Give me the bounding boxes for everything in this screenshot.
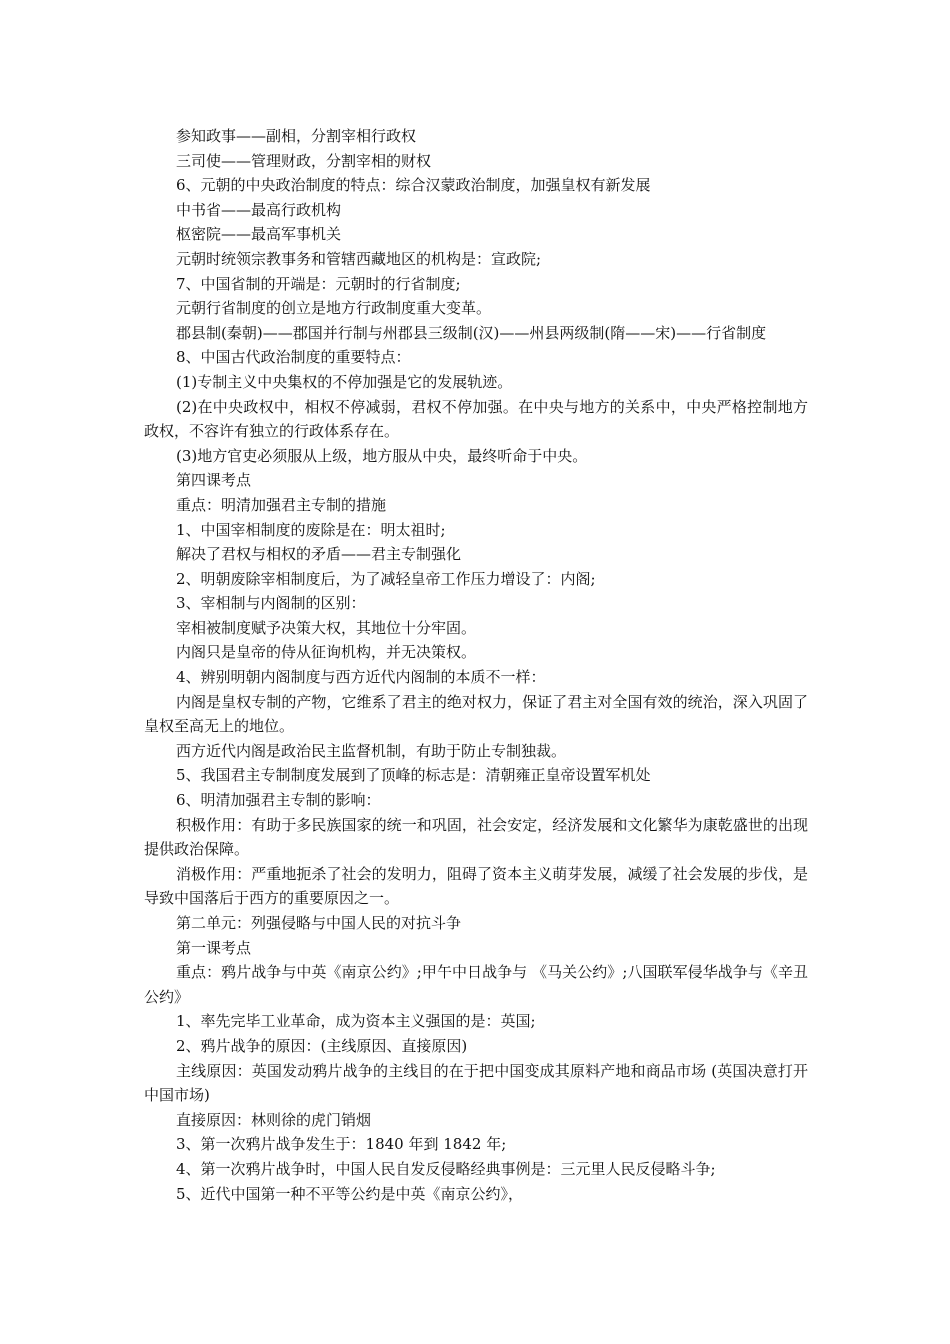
paragraph: 5、我国君主专制制度发展到了顶峰的标志是：清朝雍正皇帝设置军机处 bbox=[176, 766, 651, 785]
paragraph: 2、鸦片战争的原因：(主线原因、直接原因) bbox=[176, 1036, 468, 1055]
paragraph: 内阁是皇权专制的产物，它维系了君主的绝对权力，保证了君主对全国有效的统治，深入巩固了皇权至高无上的地位。 bbox=[144, 692, 808, 736]
paragraph: 6、明清加强君主专制的影响： bbox=[176, 791, 381, 810]
paragraph: 三司使——管理财政，分割宰相的财权 bbox=[176, 151, 432, 170]
paragraph: 内阁只是皇帝的侍从征询机构，并无决策权。 bbox=[176, 643, 477, 662]
paragraph: (3)地方官吏必须服从上级，地方服从中央，最终听命于中央。 bbox=[176, 446, 588, 465]
paragraph: 元朝行省制度的创立是地方行政制度重大变革。 bbox=[176, 299, 492, 318]
paragraph: (2)在中央政权中，相权不停减弱，君权不停加强。在中央与地方的关系中，中央严格控制地方政权，不容许有独立的行政体系存在。 bbox=[144, 397, 808, 441]
paragraph: 重点：明清加强君主专制的措施 bbox=[176, 495, 387, 514]
section-heading: 第二单元：列强侵略与中国人民的对抗斗争 bbox=[176, 914, 462, 932]
paragraph: 主线原因：英国发动鸦片战争的主线目的在于把中国变成其原料产地和商品市场 (英国决意打开中国市场) bbox=[144, 1061, 808, 1105]
paragraph: 参知政事——副相，分割宰相行政权 bbox=[176, 127, 417, 145]
paragraph: 元朝时统领宗教事务和管辖西藏地区的机构是：宣政院; bbox=[176, 249, 542, 268]
paragraph: 郡县制(秦朝)——郡国并行制与州郡县三级制(汉)——州县两级制(隋——宋)——行省制度 bbox=[176, 323, 767, 342]
paragraph: 4、辨别明朝内阁制度与西方近代内阁制的本质不一样： bbox=[176, 668, 546, 687]
paragraph: 2、明朝废除宰相制度后，为了减轻皇帝工作压力增设了：内阁; bbox=[176, 569, 596, 588]
paragraph: 解决了君权与相权的矛盾——君主专制强化 bbox=[176, 545, 462, 564]
paragraph: 5、近代中国第一种不平等公约是中英《南京公约》， bbox=[176, 1184, 524, 1203]
paragraph: 直接原因：林则徐的虎门销烟 bbox=[176, 1110, 372, 1129]
paragraph: 4、第一次鸦片战争时，中国人民自发反侵略经典事例是：三元里人民反侵略斗争; bbox=[176, 1159, 716, 1178]
paragraph: 重点：鸦片战争与中英《南京公约》;甲午中日战争与 《马关公约》;八国联军侵华战争与《辛丑公约》 bbox=[144, 963, 808, 1006]
paragraph: 1、率先完毕工业革命，成为资本主义强国的是：英国; bbox=[176, 1012, 536, 1031]
paragraph: 7、中国省制的开端是：元朝时的行省制度; bbox=[176, 274, 461, 293]
paragraph: 1、中国宰相制度的废除是在：明太祖时; bbox=[176, 520, 446, 539]
paragraph: 枢密院——最高军事机关 bbox=[176, 225, 342, 244]
paragraph: 中书省——最高行政机构 bbox=[176, 200, 342, 219]
section-heading: 第一课考点 bbox=[176, 938, 252, 957]
paragraph: (1)专制主义中央集权的不停加强是它的发展轨迹。 bbox=[176, 372, 513, 391]
paragraph: 宰相被制度赋予决策大权，其地位十分牢固。 bbox=[176, 618, 477, 637]
paragraph: 3、宰相制与内阁制的区别： bbox=[176, 594, 366, 613]
paragraph: 积极作用：有助于多民族国家的统一和巩固，社会安定，经济发展和文化繁华为康乾盛世的出现提供政治保障。 bbox=[144, 815, 808, 859]
paragraph: 西方近代内阁是政治民主监督机制，有助于防止专制独裁。 bbox=[176, 741, 567, 760]
section-heading: 第四课考点 bbox=[176, 471, 252, 490]
paragraph: 6、元朝的中央政治制度的特点：综合汉蒙政治制度，加强皇权有新发展 bbox=[176, 176, 651, 195]
paragraph: 3、第一次鸦片战争发生于：1840 年到 1842 年; bbox=[176, 1135, 507, 1154]
document-body bbox=[144, 124, 808, 1206]
paragraph: 8、中国古代政治制度的重要特点： bbox=[176, 348, 411, 367]
paragraph: 消极作用：严重地扼杀了社会的发明力，阻碍了资本主义萌芽发展，减缓了社会发展的步伐，是导致中国落后于西方的重要原因之一。 bbox=[144, 864, 808, 908]
